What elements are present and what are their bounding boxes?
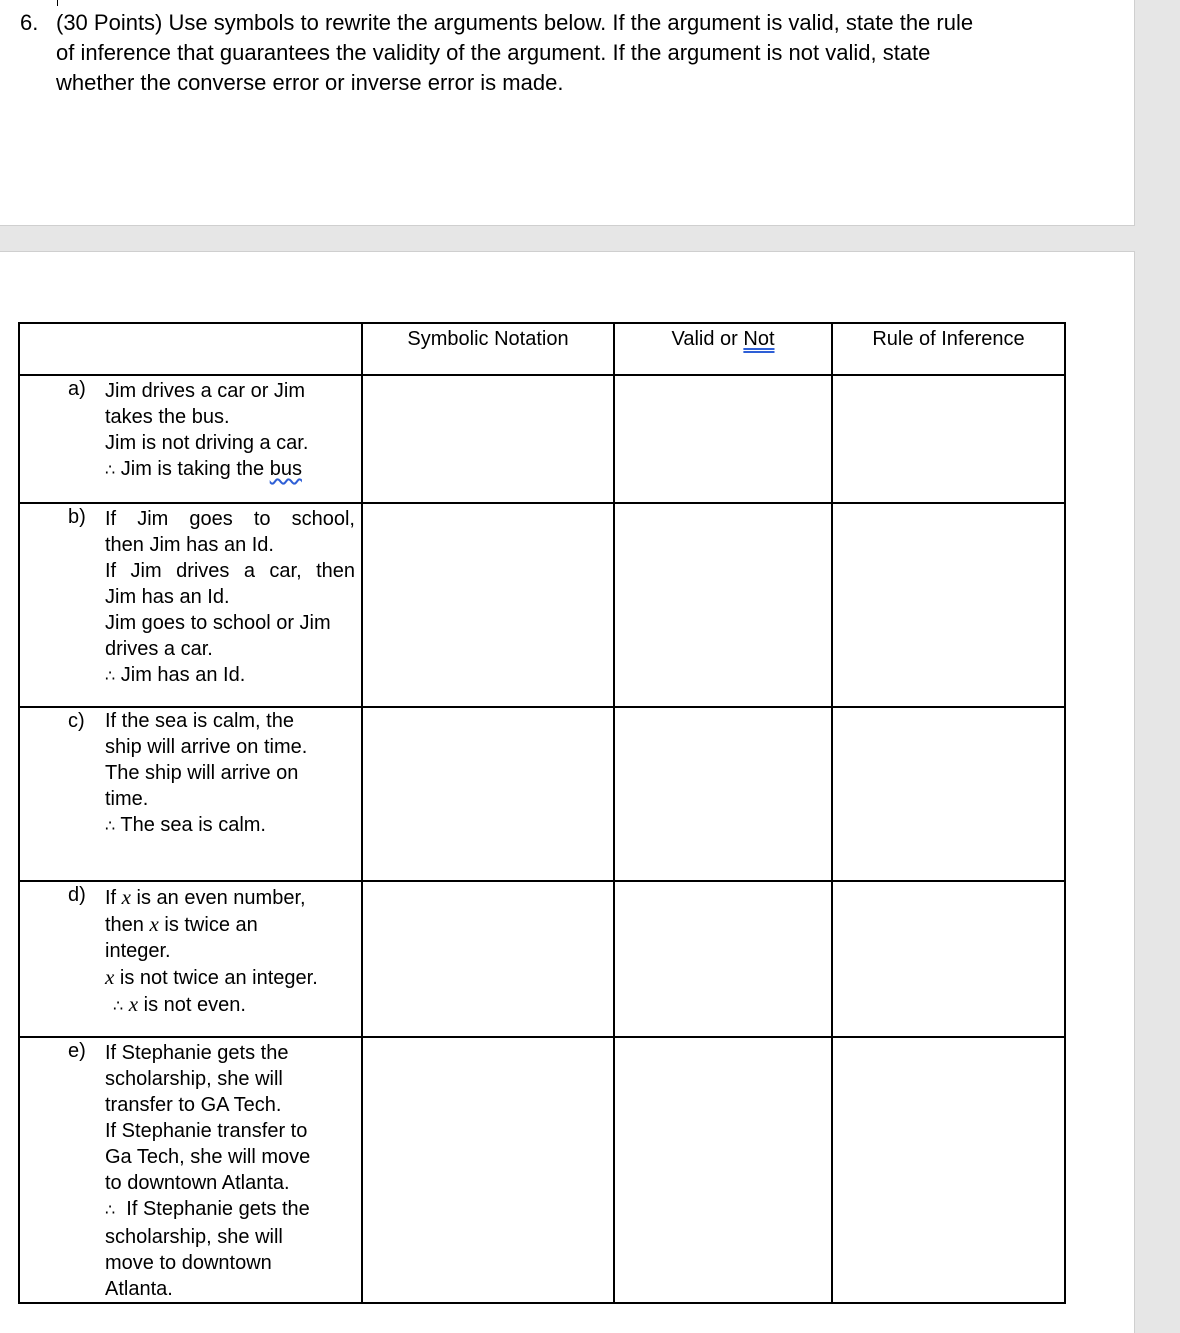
arg-c-line-1: If the sea is calm, the <box>105 710 294 732</box>
argument-cell-d <box>19 881 362 1037</box>
arg-e-line-7: ∴ If Stephanie gets the <box>105 1198 310 1220</box>
row-letter-a: a) <box>68 378 86 400</box>
question-line-3: whether the converse error or inverse error is made. <box>56 70 564 95</box>
row-letter-e: e) <box>68 1040 86 1062</box>
arg-a-line-2: takes the bus. <box>105 406 230 428</box>
rule-cell-d[interactable] <box>832 881 1065 1037</box>
arg-e-line-5: Ga Tech, she will move <box>105 1146 311 1168</box>
arg-e-line-10: Atlanta. <box>105 1278 173 1300</box>
arg-c-line-2: ship will arrive on time. <box>105 736 308 758</box>
arg-a-conclusion: ∴ Jim is taking the bus <box>105 458 302 480</box>
table-row-b <box>19 503 1065 707</box>
symbolic-cell-a[interactable] <box>362 375 614 503</box>
therefore-symbol: ∴ <box>105 462 116 479</box>
arg-b-line-4: Jim has an Id. <box>105 586 230 608</box>
variable-x: x <box>149 912 159 936</box>
arg-c-line-3: The ship will arrive on <box>105 762 299 784</box>
table-row-e <box>19 1037 1065 1303</box>
arg-d-conclusion: ∴ x is not even. <box>113 992 246 1016</box>
header-valid-or-not <box>614 323 832 375</box>
page-1 <box>0 0 1135 226</box>
arg-c-line-4: time. <box>105 788 149 810</box>
valid-cell-e[interactable] <box>614 1037 832 1303</box>
rule-cell-a[interactable] <box>832 375 1065 503</box>
header-blank-cell <box>19 323 362 375</box>
arg-e-line-4: If Stephanie transfer to <box>105 1120 308 1142</box>
arg-d-line-2: then x is twice an <box>105 912 258 936</box>
table-row-c <box>19 707 1065 881</box>
arg-a-line-3: Jim is not driving a car. <box>105 432 309 454</box>
valid-cell-a[interactable] <box>614 375 832 503</box>
symbolic-cell-d[interactable] <box>362 881 614 1037</box>
arg-b-line-6: drives a car. <box>105 638 213 660</box>
header-rule-of-inference: Rule of Inference <box>832 323 1065 375</box>
therefore-symbol: ∴ <box>105 668 116 685</box>
question-number: 6. <box>20 10 39 35</box>
argument-cell-b <box>19 503 362 707</box>
arg-b-conclusion: ∴ Jim has an Id. <box>105 664 246 686</box>
arg-b-line-1: If Jim goes to school, <box>105 508 355 530</box>
arg-e-line-1: If Stephanie gets the <box>105 1042 289 1064</box>
arg-b-line-2: then Jim has an Id. <box>105 534 274 556</box>
therefore-symbol: ∴ <box>105 818 116 835</box>
arg-e-line-2: scholarship, she will <box>105 1068 283 1090</box>
table-row-a <box>19 375 1065 503</box>
table-row-d <box>19 881 1065 1037</box>
therefore-symbol: ∴ <box>113 998 124 1015</box>
question-line-1: (30 Points) Use symbols to rewrite the arguments below. If the argument is valid, state the rule <box>56 10 974 35</box>
valid-cell-d[interactable] <box>614 881 832 1037</box>
arg-d-line-1: If x is an even number, <box>105 885 306 909</box>
row-letter-d: d) <box>68 884 86 906</box>
rule-cell-c[interactable] <box>832 707 1065 881</box>
argument-cell-a <box>19 375 362 503</box>
header-row <box>19 323 1065 375</box>
text-cursor-mark <box>57 0 58 6</box>
arg-a-line-1: Jim drives a car or Jim <box>105 380 306 402</box>
arg-b-line-3: If Jim drives a car, then <box>105 560 355 582</box>
row-letter-c: c) <box>68 710 85 732</box>
arg-b-line-5: Jim goes to school or Jim <box>105 612 331 634</box>
arguments-table <box>18 322 1066 1304</box>
therefore-symbol: ∴ <box>105 1202 116 1219</box>
argument-cell-e <box>19 1037 362 1303</box>
variable-x: x <box>105 965 115 989</box>
row-letter-b: b) <box>68 506 86 528</box>
variable-x: x <box>128 992 139 1016</box>
arg-c-conclusion: ∴ The sea is calm. <box>105 814 266 836</box>
valid-cell-b[interactable] <box>614 503 832 707</box>
valid-cell-c[interactable] <box>614 707 832 881</box>
header-valid-prefix: Valid or <box>671 328 744 350</box>
rule-cell-e[interactable] <box>832 1037 1065 1303</box>
argument-cell-c <box>19 707 362 881</box>
arg-e-line-9: move to downtown <box>105 1252 272 1274</box>
header-valid-not: Not <box>743 328 775 350</box>
arg-e-line-6: to downtown Atlanta. <box>105 1172 290 1194</box>
header-symbolic-notation: Symbolic Notation <box>362 323 614 375</box>
page-2 <box>0 251 1135 1333</box>
variable-x: x <box>121 885 131 909</box>
arg-d-line-4: x is not twice an integer. <box>105 965 318 989</box>
symbolic-cell-e[interactable] <box>362 1037 614 1303</box>
spellcheck-marked-word: bus <box>269 458 302 480</box>
arg-e-line-8: scholarship, she will <box>105 1226 283 1248</box>
question-line-2: of inference that guarantees the validity of the argument. If the argument is not valid, state <box>56 40 931 65</box>
arg-d-line-3: integer. <box>105 940 171 962</box>
symbolic-cell-c[interactable] <box>362 707 614 881</box>
symbolic-cell-b[interactable] <box>362 503 614 707</box>
arg-e-line-3: transfer to GA Tech. <box>105 1094 282 1116</box>
question-text <box>56 8 1086 98</box>
rule-cell-b[interactable] <box>832 503 1065 707</box>
